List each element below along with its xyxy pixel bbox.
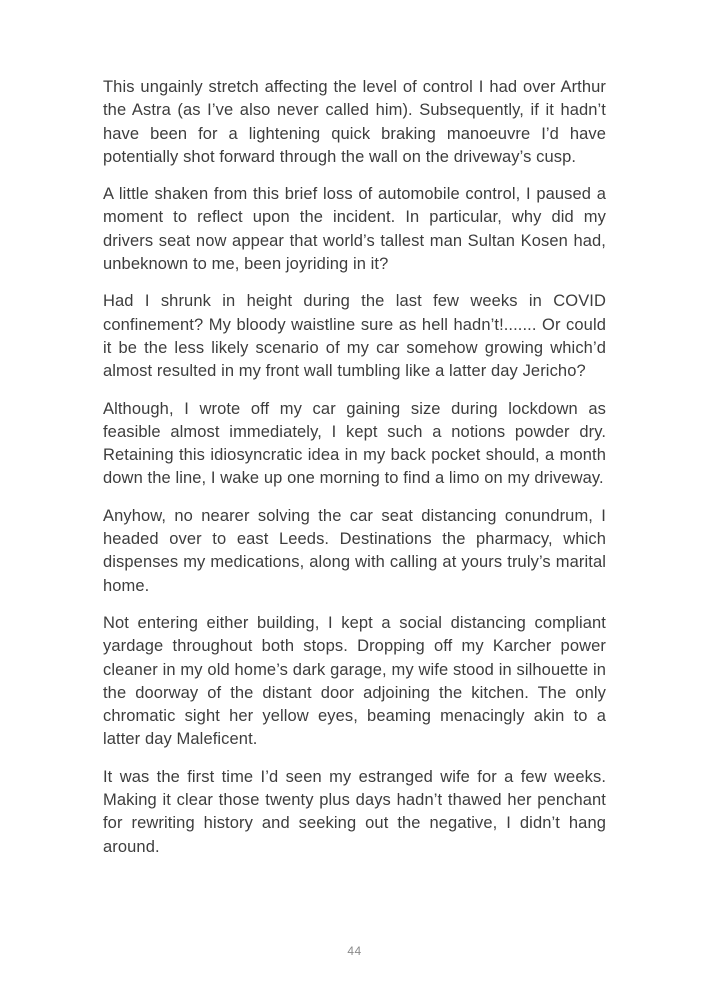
paragraph: This ungainly stretch affecting the level of control I had over Arthur the Astra (as I’ve also never called him). Subsequently, if it hadn’t have been for a lightening quick braking manoeuvre I’d have potentially shot forward through the wall on the driveway’s cusp.	[103, 78, 606, 166]
paragraph: Not entering either building, I kept a social distancing compliant yardage throughout both stops. Dropping off my Karcher power cleaner in my old home’s dark garage, my wife stood in silhouette in the doorway of the distant door adjoining the kitchen. The only chromatic sight her yellow eyes, beaming menacingly akin to a latter day Maleficent.	[103, 613, 606, 749]
paragraph: Had I shrunk in height during the last few weeks in COVID confinement? My bloody waistline sure as hell hadn’t!....... Or could it be the less likely scenario of my car somehow growing which’d almost resulted in my front wall tumbling like a latter day Jericho?	[103, 292, 606, 381]
paragraph: Anyhow, no nearer solving the car seat distancing conundrum, I headed over to east Leeds. Destinations the pharmacy, which dispenses my medications, along with calling at yours truly’s marital home.	[103, 506, 606, 595]
paragraph: A little shaken from this brief loss of automobile control, I paused a moment to reflect upon the incident. In particular, why did my drivers seat now appear that world’s tallest man Sultan Kosen had, unbeknown to me, been joyriding in it?	[103, 185, 606, 274]
paragraph: Although, I wrote off my car gaining size during lockdown as feasible almost immediately, I kept such a notions powder dry. Retaining this idiosyncratic idea in my back pocket should, a month down the line, I wake up one morning to find a limo on my driveway.	[103, 399, 606, 488]
page-body-text	[103, 76, 606, 944]
paragraph: It was the first time I’d seen my estranged wife for a few weeks. Making it clear those twenty plus days hadn’t thawed her penchant for rewriting history and seeking out the negative, I didn’t hang around.	[103, 767, 606, 856]
page-number: 44	[347, 944, 362, 958]
